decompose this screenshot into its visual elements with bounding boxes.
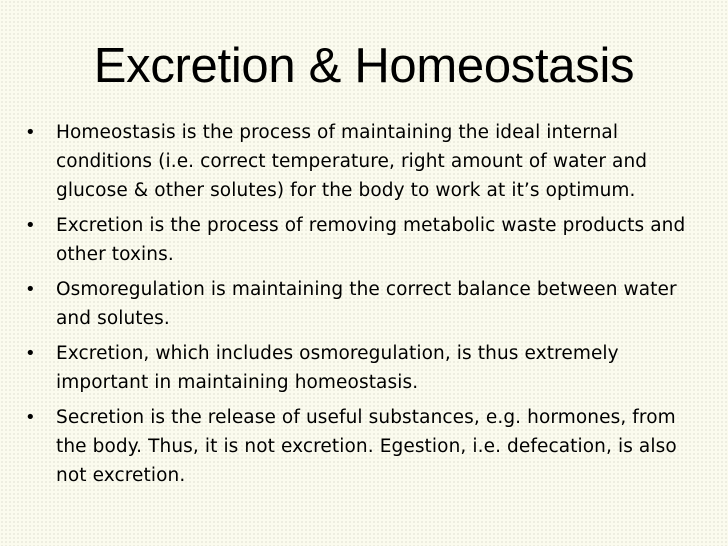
bullet-item-excretion bbox=[0, 211, 728, 269]
bullet-text: Homeostasis is the process of maintaining the ideal internal conditions (i.e. correct temperature, right amount of water and glucose & other solutes) for the body to work at it’s optimum. bbox=[56, 122, 648, 201]
bullet-text: Excretion, which includes osmoregulation, is thus extremely important in maintaining homeostasis. bbox=[56, 343, 619, 393]
bullet-icon: • bbox=[25, 122, 36, 143]
bullet-icon: • bbox=[25, 343, 36, 364]
bullet-icon: • bbox=[25, 407, 36, 428]
bullet-list bbox=[0, 118, 728, 496]
bullet-item-secretion bbox=[0, 403, 728, 490]
bullet-text: Osmoregulation is maintaining the correct balance between water and solutes. bbox=[56, 279, 677, 329]
bullet-item-osmoregulation bbox=[0, 275, 728, 333]
bullet-icon: • bbox=[25, 279, 36, 300]
bullet-icon: • bbox=[25, 215, 36, 236]
slide-title: Excretion & Homeostasis bbox=[93, 39, 635, 93]
bullet-text: Secretion is the release of useful substances, e.g. hormones, from the body. Thus, it is not excretion. Egestion, i.e. defecation, is also not excretion. bbox=[56, 407, 677, 486]
bullet-item-importance bbox=[0, 339, 728, 397]
bullet-item-homeostasis bbox=[0, 118, 728, 205]
bullet-text: Excretion is the process of removing metabolic waste products and other toxins. bbox=[56, 215, 686, 265]
